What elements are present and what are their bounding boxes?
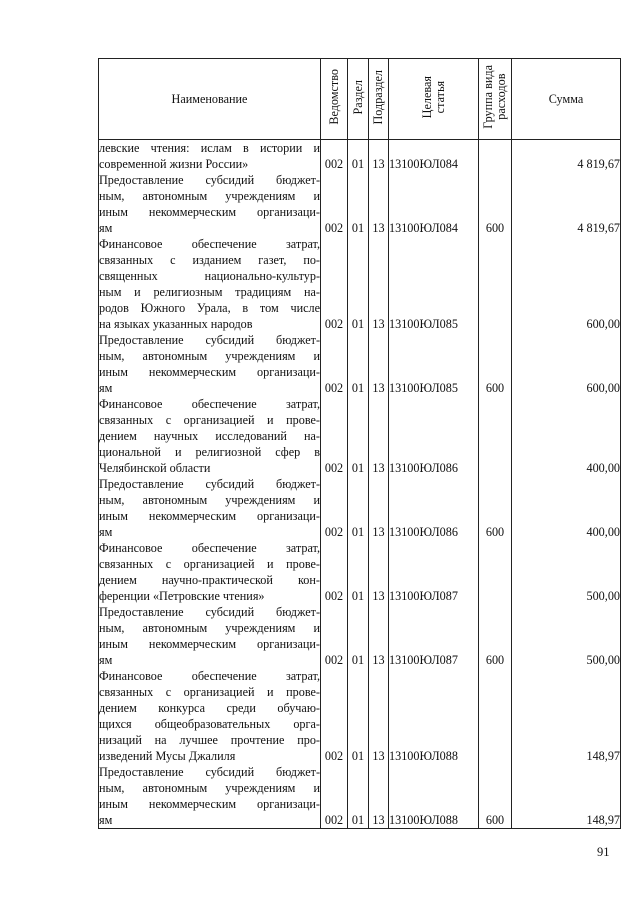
row-gruppa-vida: 600 [479, 764, 512, 829]
row-summa: 500,00 [512, 540, 621, 604]
table-row [99, 540, 621, 604]
row-name-line: иным некоммерческим организаци- [99, 365, 320, 379]
header-summa: Сумма [512, 59, 621, 140]
table-body [99, 140, 621, 829]
row-tselevaya-statya: 13100ЮЛ085 [389, 332, 479, 396]
row-name-line: Предоставление субсидий бюджет- [99, 765, 320, 779]
table-row [99, 476, 621, 540]
row-vedomstvo: 002 [321, 604, 348, 668]
row-name-line: дением конкурса среди обучаю- [99, 701, 320, 715]
row-name-line: ям [99, 221, 113, 235]
row-tselevaya-statya: 13100ЮЛ085 [389, 236, 479, 332]
row-razdel: 01 [348, 540, 369, 604]
row-name [99, 396, 321, 476]
row-name [99, 476, 321, 540]
row-tselevaya-statya: 13100ЮЛ086 [389, 396, 479, 476]
row-summa: 400,00 [512, 396, 621, 476]
row-podrazdel: 13 [369, 476, 389, 540]
row-name-line: дением научно-практической кон- [99, 573, 320, 587]
row-name [99, 668, 321, 764]
row-name-line: ям [99, 525, 113, 539]
row-name-line: ным, автономным учреждениям и [99, 621, 320, 635]
row-name-line: низаций на лучшее прочтение про- [99, 733, 320, 747]
row-name-line: Финансовое обеспечение затрат, [99, 237, 320, 251]
table-row [99, 396, 621, 476]
row-name-line: на языках указанных народов [99, 317, 253, 331]
row-razdel: 01 [348, 396, 369, 476]
row-name-line: ям [99, 813, 113, 827]
row-razdel: 01 [348, 604, 369, 668]
row-podrazdel: 13 [369, 764, 389, 829]
row-razdel: 01 [348, 668, 369, 764]
row-podrazdel: 13 [369, 396, 389, 476]
row-podrazdel: 13 [369, 172, 389, 236]
row-tselevaya-statya: 13100ЮЛ087 [389, 540, 479, 604]
row-vedomstvo: 002 [321, 140, 348, 173]
row-vedomstvo: 002 [321, 332, 348, 396]
row-name-line: иным некоммерческим организаци- [99, 797, 320, 811]
row-name-line: связанных с организацией и прове- [99, 413, 320, 427]
row-name-line: ференции «Петровские чтения» [99, 589, 265, 603]
table-row [99, 172, 621, 236]
row-razdel: 01 [348, 172, 369, 236]
row-name [99, 764, 321, 829]
row-name [99, 332, 321, 396]
row-gruppa-vida [479, 236, 512, 332]
row-name [99, 172, 321, 236]
row-name-line: связанных с организацией и прове- [99, 557, 320, 571]
row-tselevaya-statya: 13100ЮЛ088 [389, 668, 479, 764]
header-gruppa-vida-raskhodov: Группа вида расходов [479, 59, 512, 140]
table-row [99, 604, 621, 668]
row-vedomstvo: 002 [321, 396, 348, 476]
row-name-line: связанных с организацией и прове- [99, 685, 320, 699]
row-vedomstvo: 002 [321, 540, 348, 604]
row-name-line: ным и религиозным традициям на- [99, 285, 320, 299]
table-row [99, 140, 621, 173]
row-name-line: ям [99, 653, 113, 667]
header-vedomstvo: Ведомство [321, 59, 348, 140]
row-name-line: связанных с изданием газет, по- [99, 253, 320, 267]
row-name-line: Челябинской области [99, 461, 211, 475]
row-gruppa-vida [479, 140, 512, 173]
budget-table [98, 58, 621, 829]
row-razdel: 01 [348, 140, 369, 173]
row-summa: 148,97 [512, 668, 621, 764]
table-row [99, 236, 621, 332]
table-row [99, 668, 621, 764]
row-razdel: 01 [348, 476, 369, 540]
row-name-line: священных национально-культур- [99, 269, 320, 283]
row-gruppa-vida: 600 [479, 172, 512, 236]
row-summa: 4 819,67 [512, 172, 621, 236]
row-name-line: Предоставление субсидий бюджет- [99, 333, 320, 347]
row-gruppa-vida: 600 [479, 332, 512, 396]
row-gruppa-vida: 600 [479, 476, 512, 540]
row-tselevaya-statya: 13100ЮЛ084 [389, 172, 479, 236]
page-number: 91 [597, 845, 610, 859]
row-summa: 500,00 [512, 604, 621, 668]
row-name-line: современной жизни России» [99, 157, 249, 171]
row-name-line: Предоставление субсидий бюджет- [99, 173, 320, 187]
row-name-line: изведений Мусы Джалиля [99, 749, 236, 763]
row-name-line: Финансовое обеспечение затрат, [99, 669, 320, 683]
header-name: Наименование [99, 59, 321, 140]
row-summa: 600,00 [512, 332, 621, 396]
row-name-line: иным некоммерческим организаци- [99, 509, 320, 523]
row-podrazdel: 13 [369, 604, 389, 668]
row-razdel: 01 [348, 236, 369, 332]
row-gruppa-vida [479, 540, 512, 604]
row-vedomstvo: 002 [321, 476, 348, 540]
row-name [99, 540, 321, 604]
row-name-line: иным некоммерческим организаци- [99, 637, 320, 651]
row-tselevaya-statya: 13100ЮЛ086 [389, 476, 479, 540]
row-name-line: иным некоммерческим организаци- [99, 205, 320, 219]
row-gruppa-vida: 600 [479, 604, 512, 668]
row-vedomstvo: 002 [321, 236, 348, 332]
row-summa: 600,00 [512, 236, 621, 332]
row-tselevaya-statya: 13100ЮЛ084 [389, 140, 479, 173]
table-header-row [99, 59, 621, 140]
row-gruppa-vida [479, 396, 512, 476]
row-gruppa-vida [479, 668, 512, 764]
row-tselevaya-statya: 13100ЮЛ088 [389, 764, 479, 829]
row-summa: 400,00 [512, 476, 621, 540]
row-tselevaya-statya: 13100ЮЛ087 [389, 604, 479, 668]
row-name-line: ным, автономным учреждениям и [99, 493, 320, 507]
row-name-line: Финансовое обеспечение затрат, [99, 541, 320, 555]
row-vedomstvo: 002 [321, 764, 348, 829]
row-podrazdel: 13 [369, 332, 389, 396]
row-summa: 148,97 [512, 764, 621, 829]
row-name-line: Предоставление субсидий бюджет- [99, 477, 320, 491]
row-name-line: ным, автономным учреждениям и [99, 349, 320, 363]
header-tselevaya-statya: Целевая статья [389, 59, 479, 140]
row-name [99, 236, 321, 332]
row-podrazdel: 13 [369, 236, 389, 332]
row-name-line: левские чтения: ислам в истории и [99, 141, 320, 155]
row-name-line: дением научных исследований на- [99, 429, 320, 443]
row-name-line: ным, автономным учреждениям и [99, 781, 320, 795]
row-razdel: 01 [348, 764, 369, 829]
row-name-line: ным, автономным учреждениям и [99, 189, 320, 203]
row-name-line: Финансовое обеспечение затрат, [99, 397, 320, 411]
row-name [99, 604, 321, 668]
row-name-line: ям [99, 381, 113, 395]
row-name-line: циональной и религиозной сфер в [99, 445, 320, 459]
table-row [99, 764, 621, 829]
header-razdel: Раздел [348, 59, 369, 140]
row-name [99, 140, 321, 173]
row-podrazdel: 13 [369, 540, 389, 604]
row-summa: 4 819,67 [512, 140, 621, 173]
row-vedomstvo: 002 [321, 172, 348, 236]
table-row [99, 332, 621, 396]
row-name-line: щихся общеобразовательных орга- [99, 717, 320, 731]
row-podrazdel: 13 [369, 140, 389, 173]
header-podrazdel: Подраздел [369, 59, 389, 140]
row-name-line: Предоставление субсидий бюджет- [99, 605, 320, 619]
row-podrazdel: 13 [369, 668, 389, 764]
row-name-line: родов Южного Урала, в том числе [99, 301, 320, 315]
row-vedomstvo: 002 [321, 668, 348, 764]
row-razdel: 01 [348, 332, 369, 396]
